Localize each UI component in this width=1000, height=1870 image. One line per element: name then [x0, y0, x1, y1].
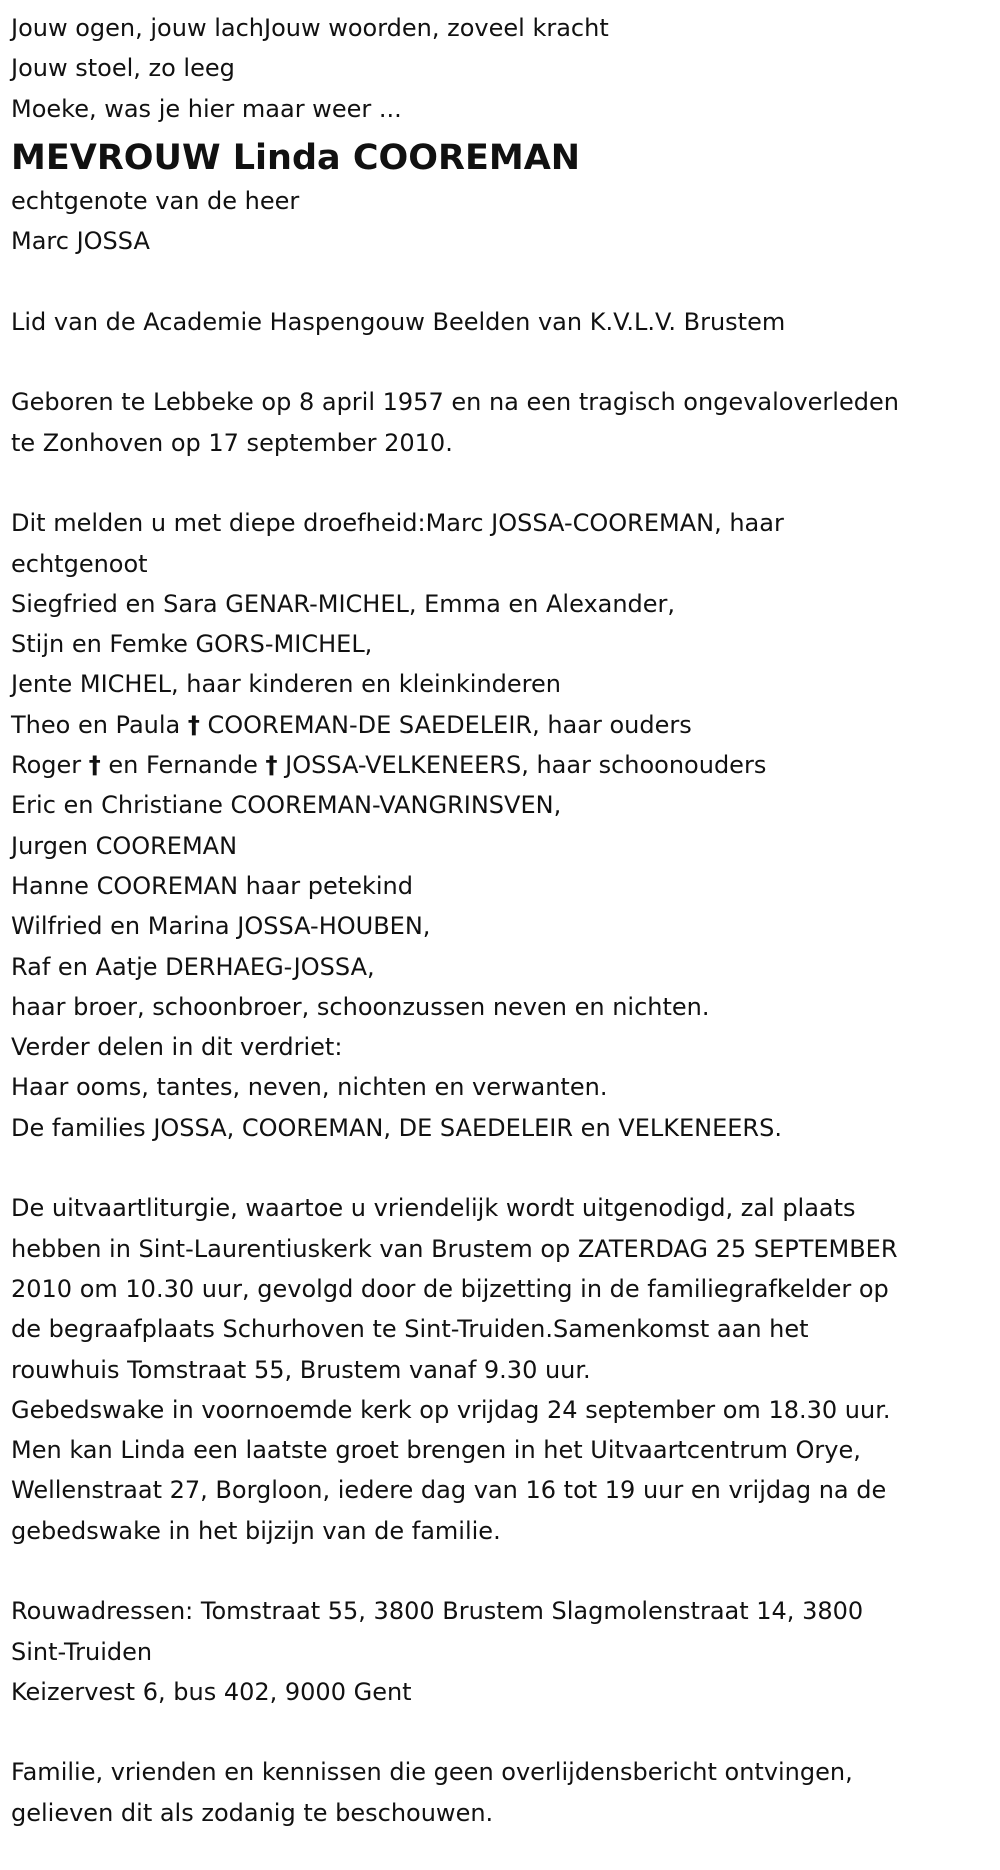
funeral-line: Gebedswake in voornoemde kerk op vrijdag 24 september om 18.30 uur. — [11, 1395, 891, 1424]
mourner-line: Dit melden u met diepe droefheid:Marc JOSSA-COOREMAN, haar — [11, 509, 784, 538]
inlaws-text: en Fernande — [100, 751, 266, 780]
birth-death-paragraph — [11, 382, 1000, 463]
closing-line: gelieven dit als zodanig te beschouwen. — [11, 1798, 494, 1827]
mourner-line: Eric en Christiane COOREMAN-VANGRINSVEN, — [11, 791, 562, 820]
membership-line: Lid van de Academie Haspengouw Beelden van K.V.L.V. Brustem — [11, 307, 786, 336]
funeral-line: Men kan Linda een laatste groet brengen in het Uitvaartcentrum Orye, — [11, 1436, 861, 1465]
deceased-name-heading: MEVROUW Linda COOREMAN — [11, 137, 581, 178]
parents-line — [11, 705, 1000, 745]
inlaws-text: Roger — [11, 751, 89, 780]
mourner-line: Wilfried en Marina JOSSA-HOUBEN, — [11, 912, 431, 941]
mourner-line: Stijn en Femke GORS-MICHEL, — [11, 630, 373, 659]
birth-death-line: Geboren te Lebbeke op 8 april 1957 en na een tragisch ongevaloverleden — [11, 388, 899, 417]
mourner-line: Raf en Aatje DERHAEG-JOSSA, — [11, 952, 375, 981]
inlaws-text: JOSSA-VELKENEERS, haar schoonouders — [277, 751, 767, 780]
address-line: Keizervest 6, bus 402, 9000 Gent — [11, 1677, 412, 1706]
closing-paragraph — [11, 1752, 1000, 1833]
parents-text: Theo en Paula — [11, 710, 188, 739]
spouse-intro: echtgenote van de heer — [11, 186, 300, 215]
mourner-line: Haar ooms, tantes, neven, nichten en verwanten. — [11, 1073, 608, 1102]
funeral-line: de begraafplaats Schurhoven te Sint-Truiden.Samenkomst aan het — [11, 1315, 809, 1344]
addresses-paragraph — [11, 1591, 1000, 1712]
poem-line: Moeke, was je hier maar weer ... — [11, 94, 402, 123]
spacer — [11, 342, 1000, 382]
birth-death-line: te Zonhoven op 17 september 2010. — [11, 428, 453, 457]
mourners-list — [11, 503, 1000, 1148]
inlaws-line — [11, 745, 1000, 785]
cross-icon: † — [88, 751, 101, 780]
poem — [11, 8, 1000, 129]
funeral-line: rouwhuis Tomstraat 55, Brustem vanaf 9.30 uur. — [11, 1355, 591, 1384]
funeral-paragraph — [11, 1188, 1000, 1551]
mourner-line: Jente MICHEL, haar kinderen en kleinkinderen — [11, 670, 561, 699]
funeral-line: gebedswake in het bijzijn van de familie. — [11, 1516, 501, 1545]
mourner-line: haar broer, schoonbroer, schoonzussen neven en nichten. — [11, 992, 710, 1021]
cross-icon: † — [187, 710, 200, 739]
closing-line: Familie, vrienden en kennissen die geen overlijdensbericht ontvingen, — [11, 1758, 853, 1787]
cross-icon: † — [265, 751, 278, 780]
spacer — [11, 1551, 1000, 1591]
spacer — [11, 1148, 1000, 1188]
funeral-line: De uitvaartliturgie, waartoe u vriendelijk wordt uitgenodigd, zal plaats — [11, 1194, 856, 1223]
address-line: Sint-Truiden — [11, 1637, 153, 1666]
spouse-name: Marc JOSSA — [11, 227, 150, 256]
parents-text: COOREMAN-DE SAEDELEIR, haar ouders — [199, 710, 692, 739]
spacer — [11, 1712, 1000, 1752]
spacer — [11, 261, 1000, 301]
mourner-line: Verder delen in dit verdriet: — [11, 1033, 343, 1062]
address-line: Rouwadressen: Tomstraat 55, 3800 Brustem Slagmolenstraat 14, 3800 — [11, 1597, 864, 1626]
mourner-line: echtgenoot — [11, 549, 148, 578]
mourner-line: Siegfried en Sara GENAR-MICHEL, Emma en Alexander, — [11, 589, 676, 618]
mourner-line: De families JOSSA, COOREMAN, DE SAEDELEIR en VELKENEERS. — [11, 1113, 782, 1142]
mourner-line: Jurgen COOREMAN — [11, 831, 238, 860]
funeral-line: hebben in Sint-Laurentiuskerk van Brustem op ZATERDAG 25 SEPTEMBER — [11, 1234, 898, 1263]
spacer — [11, 463, 1000, 503]
funeral-line: Wellenstraat 27, Borgloon, iedere dag van 16 tot 19 uur en vrijdag na de — [11, 1476, 887, 1505]
poem-line: Jouw ogen, jouw lachJouw woorden, zoveel kracht — [11, 14, 609, 42]
poem-line: Jouw stoel, zo leeg — [11, 54, 235, 83]
mourner-line: Hanne COOREMAN haar petekind — [11, 871, 413, 900]
funeral-line: 2010 om 10.30 uur, gevolgd door de bijzetting in de familiegrafkelder op — [11, 1274, 889, 1303]
